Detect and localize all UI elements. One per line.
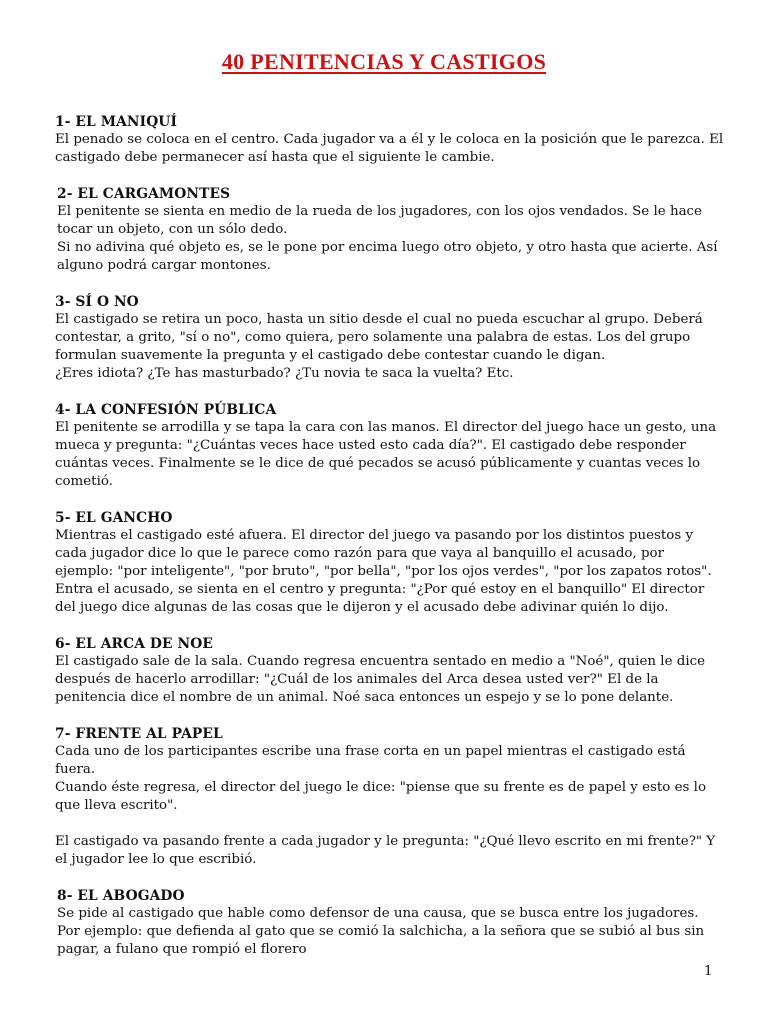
section-heading: 4- LA CONFESIÓN PÚBLICA xyxy=(55,402,277,418)
page-number: 1 xyxy=(704,964,713,979)
section-heading: 2- EL CARGAMONTES xyxy=(57,186,231,202)
section-la-confesion-publica xyxy=(55,401,725,491)
section-heading: 7- FRENTE AL PAPEL xyxy=(55,726,223,742)
section-heading: 5- EL GANCHO xyxy=(55,510,173,526)
section-heading: 8- EL ABOGADO xyxy=(57,888,185,904)
section-frente-al-papel xyxy=(55,725,725,869)
section-el-gancho xyxy=(55,509,725,617)
section-paragraph: El castigado se retira un poco, hasta un sitio desde el cual no pueda escuchar al grupo. Deberá contestar, a grito, "sí o no", como quiera, pero solamente una palabra de estas. Los del grupo formulan suavemente la pregunta y el castigado debe contestar cuando le digan. xyxy=(55,312,703,363)
document-title: 40 PENITENCIAS Y CASTIGOS xyxy=(221,49,547,74)
section-paragraph: El penitente se sienta en medio de la rueda de los jugadores, con los ojos vendados. Se le hace tocar un objeto, con un sólo dedo. xyxy=(57,204,702,237)
section-paragraph: El penado se coloca en el centro. Cada jugador va a él y le coloca en la posición que le parezca. El castigado debe permanecer así hasta que el siguiente le cambie. xyxy=(55,132,724,165)
section-el-cargamontes xyxy=(55,185,725,275)
section-si-o-no xyxy=(55,293,725,383)
section-paragraph: El penitente se arrodilla y se tapa la cara con las manos. El director del juego hace un gesto, una mueca y pregunta: "¿Cuántas veces hace usted esto cada día?". El castigado debe responder cuántas veces. Finalmente se le dice de qué pecados se acusó públicamente y cuantas veces lo cometió. xyxy=(55,420,717,489)
section-heading: 1- EL MANIQUÍ xyxy=(55,114,177,130)
section-paragraph: Cada uno de los participantes escribe una frase corta en un papel mientras el castigado está fuera. xyxy=(55,744,686,777)
section-paragraph: Si no adivina qué objeto es, se le pone por encima luego otro objeto, y otro hasta que acierte. Así alguno podrá cargar montones. xyxy=(57,240,718,273)
section-el-maniqui xyxy=(55,113,725,167)
section-paragraph: Cuando éste regresa, el director del juego le dice: "piense que su frente es de papel y esto es lo que lleva escrito". xyxy=(55,780,707,813)
section-paragraph: Se pide al castigado que hable como defensor de una causa, que se busca entre los jugadores. Por ejemplo: que defienda al gato que se comió la salchicha, a la señora que se subió al bus sin pagar, a fulano que rompió el florero xyxy=(57,906,705,957)
section-paragraph: Mientras el castigado esté afuera. El director del juego va pasando por los distintos puestos y cada jugador dice lo que le parece como razón para que vaya al banquillo el acusado, por ejemplo: "por inteligente", "por bruto", "por bella", "por los ojos verdes", "por los zapatos rotos". Entra el acusado, se sienta en el centro y pregunta: "¿Por qué estoy en el banquillo" El director del juego dice algunas de las cosas que le dijeron y el acusado debe adivinar quién lo dijo. xyxy=(55,528,712,615)
section-paragraph: ¿Eres idiota? ¿Te has masturbado? ¿Tu novia te saca la vuelta? Etc. xyxy=(55,366,514,381)
section-el-arca-de-noe xyxy=(55,635,725,707)
section-heading: 6- EL ARCA DE NOE xyxy=(55,636,213,652)
section-paragraph: El castigado sale de la sala. Cuando regresa encuentra sentado en medio a "Noé", quien le dice después de hacerlo arrodillar: "¿Cuál de los animales del Arca desea usted ver?" El de la penitencia dice el nombre de un animal. Noé saca entonces un espejo y se lo pone delante. xyxy=(55,654,706,705)
section-heading: 3- SÍ O NO xyxy=(55,294,139,310)
section-el-abogado xyxy=(55,887,725,959)
section-paragraph: El castigado va pasando frente a cada jugador y le pregunta: "¿Qué llevo escrito en mi frente?" Y el jugador lee lo que escribió. xyxy=(55,834,716,867)
document-body xyxy=(55,113,725,977)
